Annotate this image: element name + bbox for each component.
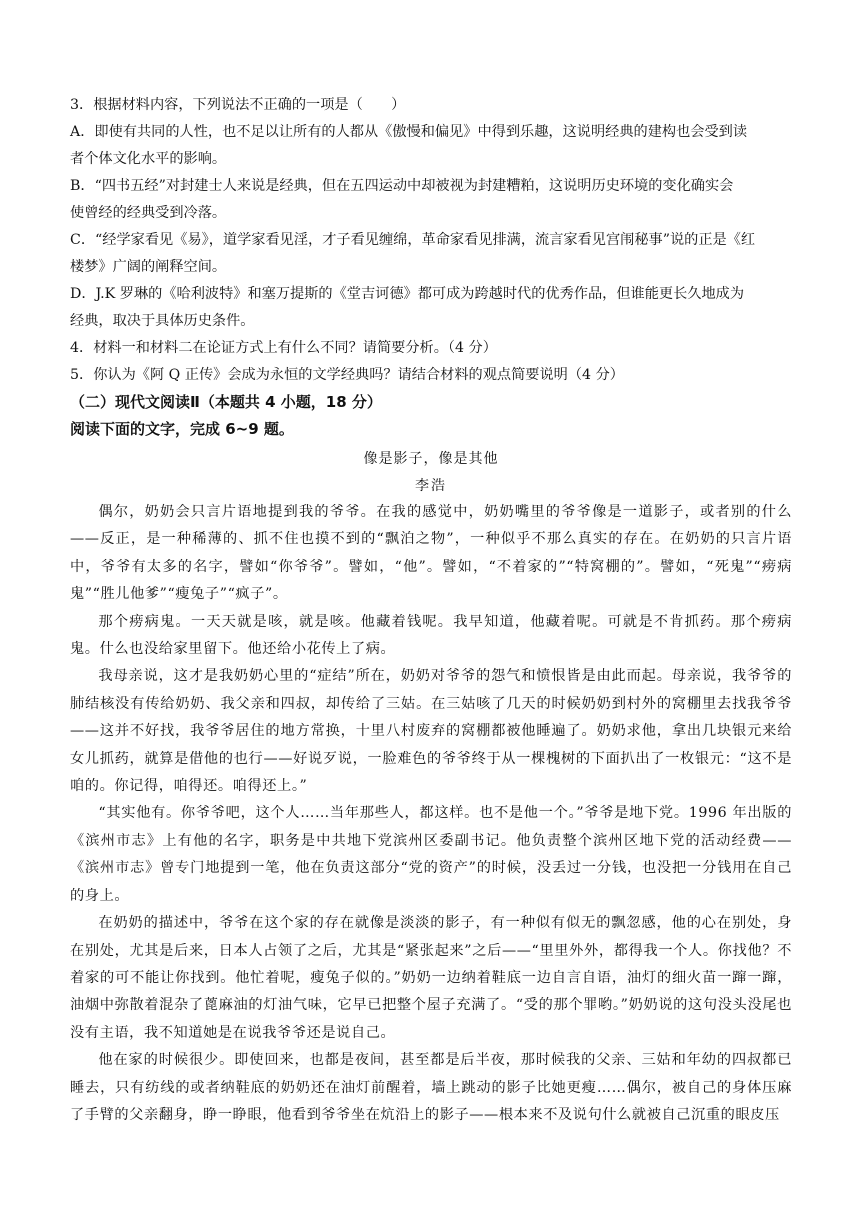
- article-paragraph: 在奶奶的描述中，爷爷在这个家的存在就像是淡淡的影子，有一种似有似无的飘忽感，他的心在别处，身在别处，尤其是后来，日本人占领了之后，尤其是“紧张起来”之后——“里里外外，都得我一个人。你找他？不着家的可不能让你找到。他忙着呢，瘦兔子似的。”奶奶一边纳着鞋底一边自言自语，油灯的细火苗一蹿一蹿，油烟中弥散着混杂了蓖麻油的灯油气味，它早已把整个屋子充满了。“受的那个罪哟。”奶奶说的这句没头没尾也没有主语，我不知道她是在说我爷爷还是说自己。: [70, 915, 792, 1041]
- option-line: 者个体文化水平的影响。: [70, 151, 227, 167]
- option-line: 使曾经的经典受到冷落。: [70, 205, 227, 221]
- option-line: D．J.K 罗琳的《哈利波特》和塞万提斯的《堂吉诃德》都可成为跨越时代的优秀作品，但谁能更长久地成为: [70, 286, 745, 302]
- article-paragraph: “其实他有。你爷爷吧，这个人……当年那些人，都这样。也不是他一个。”爷爷是地下党。1996 年出版的《滨州市志》上有他的名字，职务是中共地下党滨州区委副书记。他负责整个滨州区地下党的活动经费——《滨州市志》曾专门地提到一笔，他在负责这部分“党的资产”的时候，没丢过一分钱，也没把一分钱用在自己的身上。: [70, 805, 792, 904]
- document-page: [70, 92, 792, 1129]
- option-line: A．即使有共同的人性，也不足以让所有的人都从《傲慢和偏见》中得到乐趣，这说明经典的建构也会受到读: [70, 124, 748, 140]
- option-b: [70, 173, 792, 227]
- option-line: 楼梦》广阔的阐释空间。: [70, 259, 227, 275]
- article-paragraph: 那个痨病鬼。一天天就是咳，就是咳。他藏着钱呢。我早知道，他藏着呢。可就是不肯抓药。那个痨病鬼。什么也没给家里留下。他还给小花传上了病。: [70, 613, 792, 658]
- article-paragraph: 我母亲说，这才是我奶奶心里的“症结”所在，奶奶对爷爷的怨气和愤恨皆是由此而起。母亲说，我爷爷的肺结核没有传给奶奶、我父亲和四叔，却传给了三姑。在三姑咳了几天的时候奶奶到村外的窝棚里去找我爷爷——这并不好找，我爷爷居住的地方常换，十里八村废弃的窝棚都被他睡遍了。奶奶求他，拿出几块银元来给女儿抓药，就算是借他的也行——好说歹说，一脸难色的爷爷终于从一棵槐树的下面扒出了一枚银元：“这不是咱的。你记得，咱得还。咱得还上。”: [70, 668, 792, 795]
- question-line: 4．材料一和材料二在论证方式上有什么不同？请简要分析。（4 分）: [70, 340, 497, 356]
- question-4: [70, 335, 792, 362]
- question-line: 3．根据材料内容，下列说法不正确的一项是（ ）: [70, 97, 406, 113]
- article-paragraph: 偶尔，奶奶会只言片语地提到我的爷爷。在我的感觉中，奶奶嘴里的爷爷像是一道影子，或者别的什么——反正，是一种稀薄的、抓不住也摸不到的“飘泊之物”，一种似乎不那么真实的存在。在奶奶的只言片语中，爷爷有太多的名字，譬如“你爷爷”。譬如，“他”。譬如，“不着家的”“特窝棚的”。譬如，“死鬼”“痨病鬼”“胜儿他爹”“瘦兔子”“疯子”。: [70, 504, 792, 603]
- question-5: [70, 362, 792, 389]
- option-line: 经典，取决于具体历史条件。: [70, 313, 255, 329]
- question-3: [70, 92, 792, 119]
- option-d: [70, 281, 792, 335]
- article-paragraph: 他在家的时候很少。即使回来，也都是夜间，甚至都是后半夜，那时候我的父亲、三姑和年幼的四叔都已睡去，只有纺线的或者纳鞋底的奶奶还在油灯前醒着，墙上跳动的影子比她更瘦……偶尔，被自己的身体压麻了手臂的父亲翻身，睁一睁眼，他看到爷爷坐在炕沿上的影子——根本来不及说句什么就被自己沉重的眼皮压: [70, 1052, 792, 1123]
- option-line: C．“经学家看见《易》，道学家看见淫，才子看见缠绵，革命家看见排满，流言家看见宫闱秘事”说的正是《红: [70, 232, 756, 248]
- option-a: [70, 119, 792, 173]
- section-instruction: 阅读下面的文字，完成 6~9 题。: [70, 420, 294, 438]
- option-line: B．“四书五经”对封建士人来说是经典，但在五四运动中却被视为封建糟粕，这说明历史环境的变化确实会: [70, 178, 734, 194]
- article-author: 李浩: [415, 478, 447, 494]
- article-title: 像是影子，像是其他: [363, 451, 499, 467]
- option-c: [70, 227, 792, 281]
- question-line: 5．你认为《阿 Q 正传》会成为永恒的文学经典吗？请结合材料的观点简要说明（4 分）: [70, 367, 624, 383]
- section-heading: （二）现代文阅读Ⅱ（本题共 4 小题，18 分）: [70, 393, 382, 411]
